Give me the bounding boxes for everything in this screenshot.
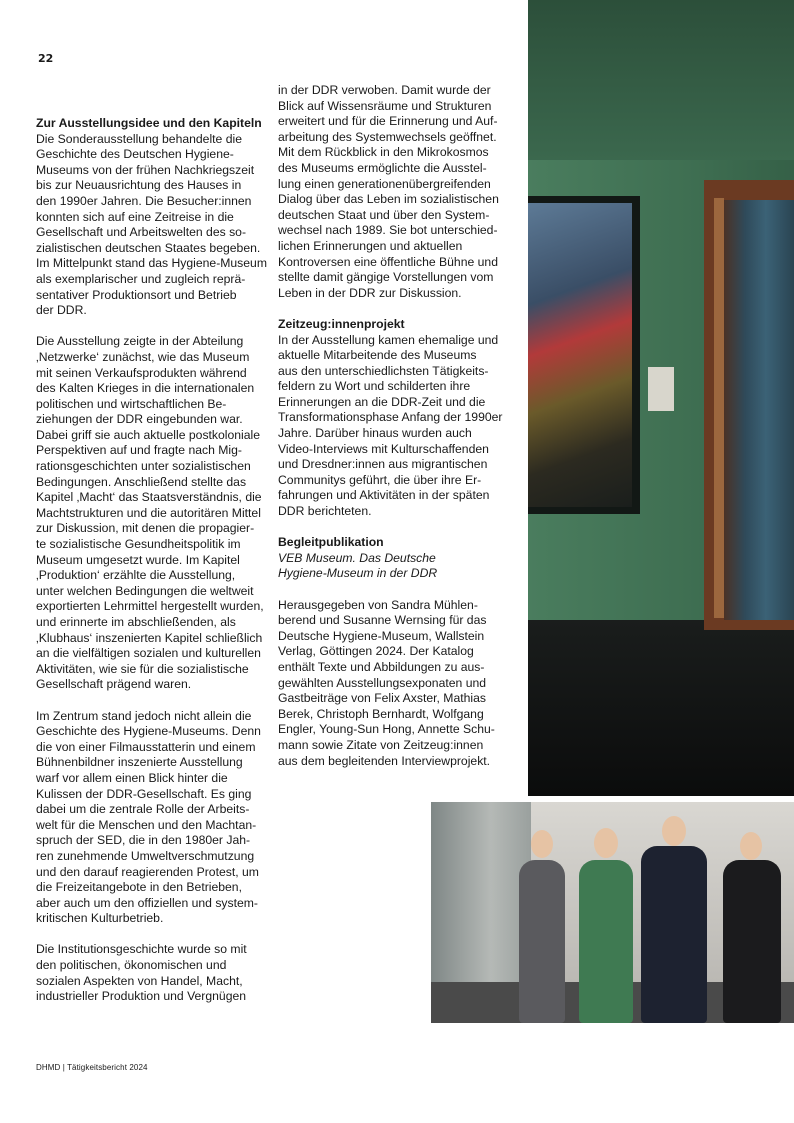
paragraph: Im Zentrum stand jedoch nicht allein die Geschichte des Hygiene-Museums. Denn die von einer Filmausstatterin und einem Bühnenbildner inszenierte Ausstellung warf vor allem einen Blick hinter die Kulissen der DDR-Gesellschaft. Es ging dabei um die zentrale Rolle der Arbeits- welt für die Menschen und den Machtan- spruch der SED, die in den 1980er Jah- ren zunehmende Umweltverschmutzung und den darauf reagierenden Protest, um die Freizeitangebote in den Betrieben, aber auch um den offiziellen und system- kritischen Kulturbetrieb. — [36, 708, 261, 926]
person-4-head — [740, 832, 762, 860]
painting — [528, 203, 632, 507]
text-column-left — [36, 116, 268, 1020]
section-heading-begleitpublikation: Begleitpublikation — [278, 535, 384, 550]
paragraph: Herausgegeben von Sandra Mühlen- berend und Susanne Wernsing für das Deutsche Hygiene-Museum, Wallstein Verlag, Göttingen 2024. Der Katalog enthält Texte und Abbildungen zu aus- gewählten Ausstellungsexponaten und Gastbeiträge von Felix Axster, Mathias Berek, Christoph Bernhardt, Wolfgang Engler, Young-Sun Hong, Annette Schu- mann sowie Zitate von Zeitzeug:innen aus dem begleitenden Interviewprojekt. — [278, 597, 495, 768]
person-2 — [579, 860, 633, 1023]
label-plate — [648, 367, 674, 411]
person-2-head — [594, 828, 618, 858]
text-column-right — [278, 83, 510, 785]
person-1 — [519, 860, 565, 1023]
person-4 — [723, 860, 781, 1023]
page-number: 22 — [38, 52, 54, 65]
paragraph: Die Institutionsgeschichte wurde so mit den politischen, ökonomischen und sozialen Aspekten von Handel, Macht, industrieller Produktion und Vergnügen — [36, 942, 247, 1004]
section-heading-zeitzeug: Zeitzeug:innenprojekt — [278, 316, 405, 331]
person-3 — [641, 846, 707, 1023]
page-footer: DHMD | Tätigkeitsbericht 2024 — [36, 1063, 148, 1072]
paragraph: Die Ausstellung zeigte in der Abteilung ‚Netzwerke‘ zunächst, wie das Museum mit seinen Verkaufsprodukten während des Kalten Krieges in die internationalen politischen und wirtschaftlichen Be- ziehungen der DDR eingebunden war. Dabei griff sie auch aktuelle postkoloniale Perspektiven auf und fragte nach Mig- rationsgeschichten unter sozialistischen Bedingungen. Anschließend stellte das Kapitel ‚Macht‘ das Staatsverständnis, die Machtstrukturen und die autoritären Mittel zur Diskussion, mit denen die propagier- te sozialistische Gesundheitspolitik im Museum umgesetzt wurde. Im Kapitel ‚Produktion‘ erzählte die Ausstellung, unter welchen Bedingungen die weltweit exportierten Lehrmittel hergestellt wurden, und erinnerte im abschließenden, als ‚Klubhaus‘ inszenierten Kapitel schließlich an die vielfältigen sozialen und kulturellen Aktivitäten, wie sie für die sozialistische Gesellschaft prägend waren. — [36, 334, 264, 692]
person-1-head — [531, 830, 553, 858]
dark-floor — [528, 620, 794, 796]
paragraph: in der DDR verwoben. Damit wurde der Blick auf Wissensräume und Strukturen erweitert und für die Erinnerung und Auf- arbeitung des Systemwechsels geöffnet. Mit dem Rückblick in den Mikrokosmos des Museums ermöglichte die Ausstel- lung einen generationenübergreifenden Dialog über das Leben im sozialistischen deutschen Staat und über den System- wechsel nach 1989. Sie bot unterschied- lichen Erinnerungen und aktuellen Kontroversen eine öffentliche Bühne und stellte damit gängige Vorstellungen vom Leben in der DDR zur Diskussion. — [278, 83, 499, 300]
display-door — [724, 200, 794, 620]
paragraph: Die Sonderausstellung behandelte die Geschichte des Deutschen Hygiene- Museums von der frühen Nachkriegszeit bis zur Neuausrichtung des Hauses in den 1990er Jahren. Die Besucher:innen konnten sich auf eine Zeitreise in die Gesellschaft und Arbeitswelten des so- zialistischen deutschen Staates begeben. Im Mittelpunkt stand das Hygiene-Museum als exemplarischer und zugleich reprä- sentativer Produktionsort und Betrieb der DDR. — [36, 131, 267, 318]
publication-title: VEB Museum. Das Deutsche Hygiene-Museum in der DDR — [278, 550, 438, 581]
person-3-head — [662, 816, 686, 846]
exhibition-room-photo — [528, 0, 794, 796]
paragraph: In der Ausstellung kamen ehemalige und aktuelle Mitarbeitende des Museums aus den unterschiedlichsten Tätigkeits- feldern zu Wort und schilderten ihre Erinnerungen an die DDR-Zeit und die Transformationsphase Anfang der 1990er Jahre. Darüber hinaus wurden auch Video-Interviews mit Kulturschaffenden und Dresdner:innen aus migrantischen Communitys geführt, die über ihre Er- fahrungen und Aktivitäten in der späten DDR berichteten. — [278, 332, 503, 519]
door-light — [714, 198, 724, 618]
wall-upper — [528, 0, 794, 180]
section-heading-ausstellungsidee: Zur Ausstellungsidee und den Kapiteln — [36, 116, 262, 130]
group-photo — [431, 802, 794, 1023]
